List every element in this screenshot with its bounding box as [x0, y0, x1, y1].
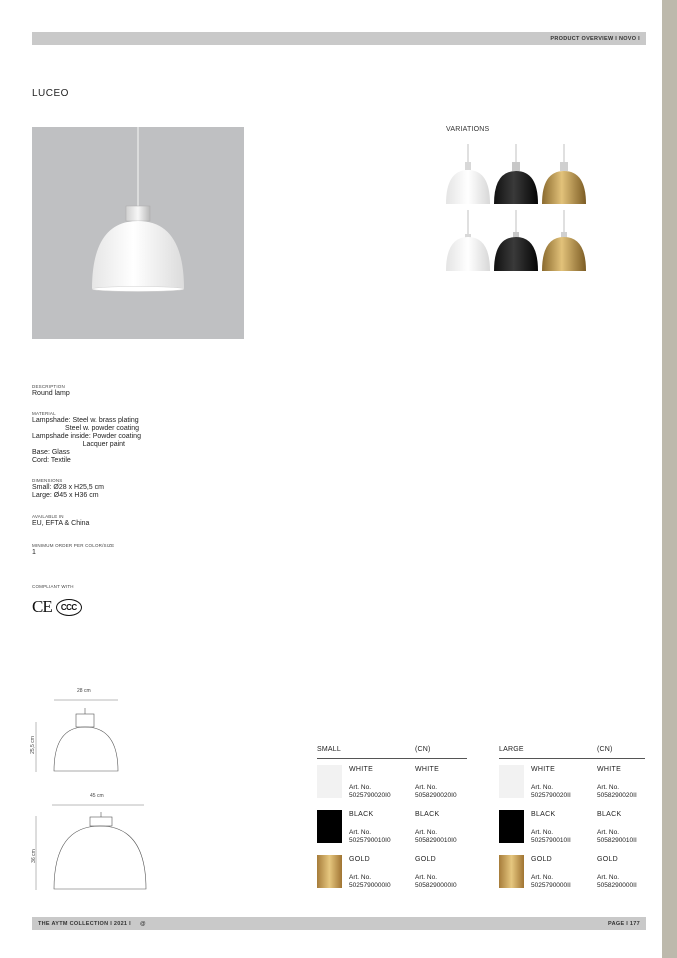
color-name: GOLD	[531, 856, 553, 863]
variation-large-white	[446, 210, 490, 271]
drawing-small	[36, 700, 118, 772]
small-table-rule	[317, 758, 467, 759]
large-table-title: LARGE	[499, 746, 524, 753]
art-label-cn: Art. No.	[415, 874, 438, 881]
product-title: LUCEO	[32, 88, 69, 99]
small-table-title: SMALL	[317, 746, 341, 753]
color-name: WHITE	[349, 766, 374, 773]
spec-material-value: Lampshade: Steel w. brass plating Steel w. powder coating Lampshade inside: Powder coating Lacquer paint Base: Glass Cord: Textile	[32, 417, 141, 464]
art-number: 5025790020I0	[349, 792, 391, 799]
variation-large-black	[494, 210, 538, 271]
swatch-black	[499, 810, 524, 843]
art-label-cn: Art. No.	[415, 829, 438, 836]
art-label-cn: Art. No.	[415, 784, 438, 791]
swatch-black	[317, 810, 342, 843]
spec-compliant-label: COMPLIANT WITH	[32, 584, 74, 589]
spec-dimensions-label: DIMENSIONS	[32, 478, 63, 483]
swatch-gold	[499, 855, 524, 888]
art-number-cn: 5058290000I0	[415, 882, 457, 889]
color-name-cn: GOLD	[415, 856, 437, 863]
swatch-white	[317, 765, 342, 798]
variation-small-gold	[542, 144, 586, 204]
footer-bar	[32, 917, 646, 930]
pendant-lamp-illustration	[32, 127, 244, 339]
variation-small-white	[446, 144, 490, 204]
art-number: 5025790020II	[531, 792, 571, 799]
art-number: 5025790000II	[531, 882, 571, 889]
at-icon[interactable]: @	[140, 920, 146, 927]
color-name-cn: BLACK	[597, 811, 622, 818]
art-label: Art. No.	[349, 784, 372, 791]
large-height-label: 36 cm	[30, 849, 37, 863]
art-label: Art. No.	[531, 874, 554, 881]
spec-material	[32, 411, 141, 465]
color-name: GOLD	[349, 856, 371, 863]
header-section: PRODUCT OVERVIEW I NOVO I	[550, 35, 640, 42]
header-bar	[32, 32, 646, 45]
art-number: 5025790000I0	[349, 882, 391, 889]
art-label-cn: Art. No.	[597, 874, 620, 881]
color-name: BLACK	[531, 811, 556, 818]
certification-marks	[32, 597, 82, 617]
spec-material-label: MATERIAL	[32, 411, 56, 416]
spec-minimum-order	[32, 543, 114, 557]
art-label-cn: Art. No.	[597, 829, 620, 836]
variation-large-gold	[542, 210, 586, 271]
art-number: 5025790010II	[531, 837, 571, 844]
spec-compliant	[32, 584, 74, 590]
color-name: WHITE	[531, 766, 556, 773]
footer-collection: THE AYTM COLLECTION I 2021 I	[38, 920, 131, 927]
side-strip	[662, 0, 677, 958]
art-number-cn: 5058290010I0	[415, 837, 457, 844]
page-number: PAGE I 177	[608, 920, 640, 927]
art-label: Art. No.	[349, 829, 372, 836]
art-label-cn: Art. No.	[597, 784, 620, 791]
large-width-label: 45 cm	[90, 793, 104, 799]
color-name-cn: WHITE	[415, 766, 440, 773]
color-name: BLACK	[349, 811, 374, 818]
spec-minimum-order-value: 1	[32, 549, 36, 556]
art-label: Art. No.	[531, 784, 554, 791]
variation-small-black	[494, 144, 538, 204]
art-number-cn: 5058290020I0	[415, 792, 457, 799]
spec-dimensions-value: Small: Ø28 x H25,5 cm Large: Ø45 x H36 cm	[32, 484, 104, 499]
spec-available	[32, 514, 89, 528]
large-table-rule	[499, 758, 645, 759]
swatch-gold	[317, 855, 342, 888]
spec-description-label: DESCRIPTION	[32, 384, 65, 389]
spec-description	[32, 384, 70, 398]
spec-available-label: AVAILABLE IN	[32, 514, 64, 519]
color-name-cn: BLACK	[415, 811, 440, 818]
color-name-cn: WHITE	[597, 766, 622, 773]
drawing-large	[36, 805, 146, 890]
art-label: Art. No.	[531, 829, 554, 836]
spec-minimum-order-label: MINIMUM ORDER PER COLOR/SIZE	[32, 543, 115, 548]
hero-image	[32, 127, 244, 339]
small-height-label: 25,5 cm	[29, 736, 36, 754]
ce-mark-icon: CE	[32, 597, 52, 616]
footer-left	[38, 921, 146, 927]
art-number-cn: 5058290000II	[597, 882, 637, 889]
spec-dimensions	[32, 478, 104, 500]
variations-label: VARIATIONS	[446, 126, 490, 133]
art-number-cn: 5058290010II	[597, 837, 637, 844]
spec-description-value: Round lamp	[32, 390, 70, 397]
art-label: Art. No.	[349, 874, 372, 881]
small-width-label: 28 cm	[77, 688, 91, 694]
small-table-cn: (CN)	[415, 746, 431, 753]
art-number-cn: 5058290020II	[597, 792, 637, 799]
ccc-mark-icon: CCC	[56, 599, 82, 616]
variations-grid	[446, 144, 586, 274]
art-number: 5025790010I0	[349, 837, 391, 844]
color-name-cn: GOLD	[597, 856, 619, 863]
spec-available-value: EU, EFTA & China	[32, 520, 90, 527]
swatch-white	[499, 765, 524, 798]
large-table-cn: (CN)	[597, 746, 613, 753]
